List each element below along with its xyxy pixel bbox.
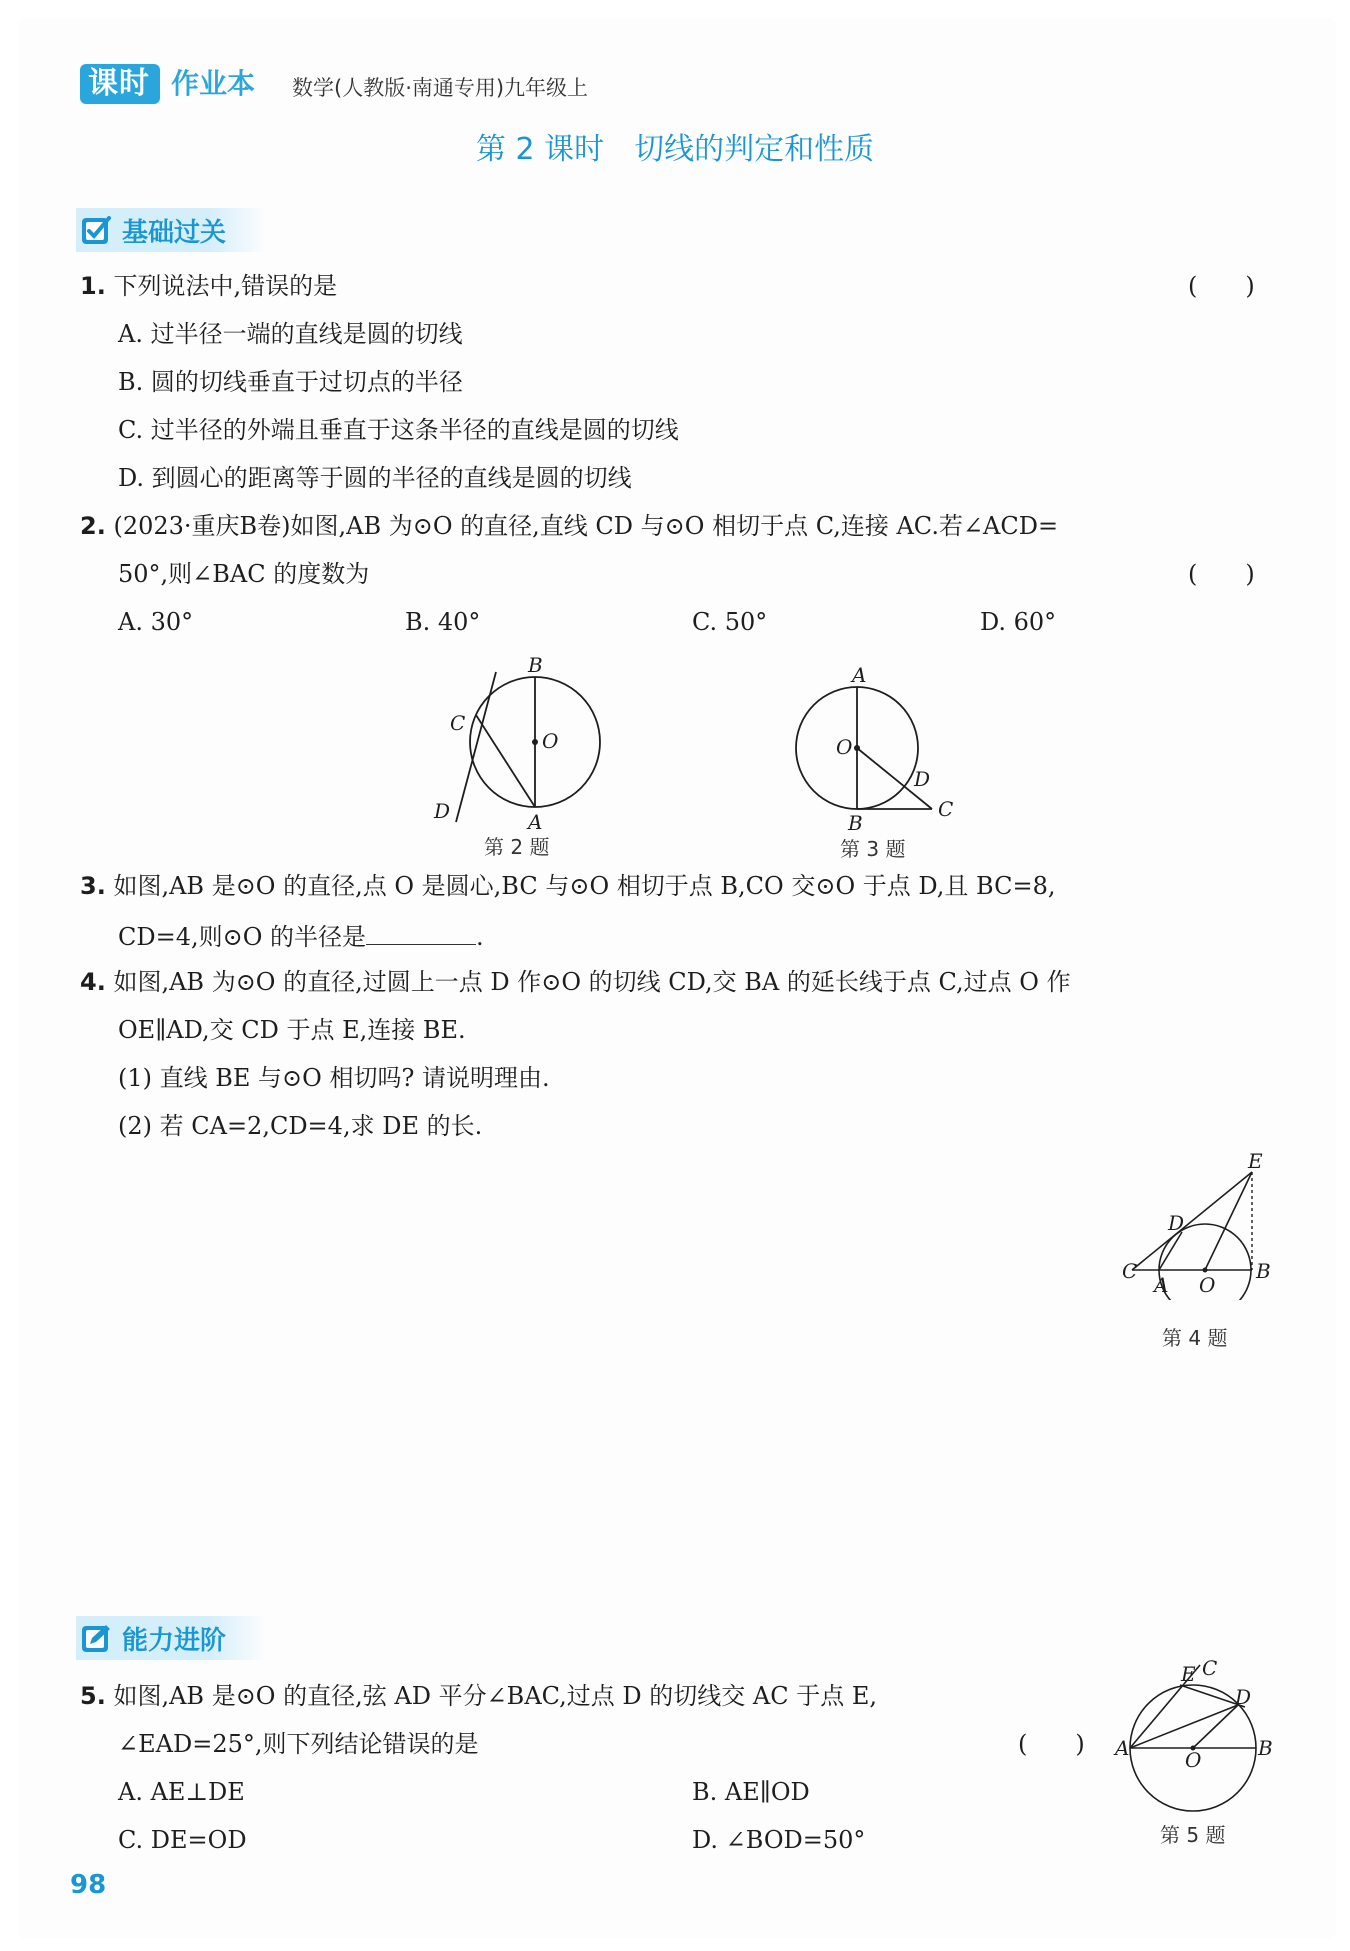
figure-2-diagram [420, 650, 620, 840]
option-c: C. 50° [692, 608, 768, 636]
question-number: 2. [80, 512, 106, 540]
fig4-label-a: A [1154, 1273, 1169, 1297]
figure-2-caption: 第 2 题 [484, 835, 550, 859]
fig2-label-c: C [450, 711, 466, 735]
fig3-label-d: D [914, 767, 931, 791]
question-number: 1. [80, 272, 106, 300]
answer-paren: ( ) [1188, 272, 1255, 300]
option-d: D. ∠BOD=50° [692, 1826, 866, 1854]
question-stem-line2: 50°,则∠BAC 的度数为 [118, 560, 370, 588]
book-title: 数学(人教版·南通专用)九年级上 [292, 76, 589, 100]
fig2-label-d: D [434, 799, 451, 823]
figure-3-diagram [780, 660, 980, 840]
lesson-title: 第 2 课时 切线的判定和性质 [475, 132, 875, 167]
fig5-label-d: D [1235, 1685, 1252, 1709]
question-3 [80, 870, 1056, 902]
fig3-label-a: A [852, 663, 867, 687]
fig4-label-d: D [1168, 1211, 1185, 1235]
fig5-label-b: B [1258, 1736, 1273, 1760]
figure-4-caption: 第 4 题 [1162, 1326, 1228, 1350]
fig5-label-c: C [1202, 1656, 1218, 1680]
fig5-label-o: O [1185, 1748, 1202, 1772]
fig4-label-o: O [1199, 1273, 1216, 1297]
question-stem-line2: CD=4,则⊙O 的半径是 [118, 923, 367, 951]
checkbox-icon [80, 214, 112, 246]
question-stem-line1: 如图,AB 为⊙O 的直径,过圆上一点 D 作⊙O 的切线 CD,交 BA 的延长线于点 C,过点 O 作 [113, 968, 1071, 996]
option-a: A. AE⊥DE [118, 1778, 245, 1806]
page-number: 98 [70, 1870, 107, 1900]
question-4 [80, 966, 1071, 998]
option-c: C. DE=OD [118, 1826, 247, 1854]
section-header-advanced [76, 1616, 266, 1660]
option-c: C. 过半径的外端且垂直于这条半径的直线是圆的切线 [118, 416, 679, 444]
fig3-label-o: O [836, 735, 853, 759]
fig5-label-e: E [1181, 1662, 1196, 1686]
sub-question-1: (1) 直线 BE 与⊙O 相切吗? 请说明理由. [118, 1064, 550, 1092]
figure-5-caption: 第 5 题 [1160, 1823, 1226, 1847]
fig3-label-b: B [848, 811, 863, 835]
question-number: 5. [80, 1682, 106, 1710]
question-stem-line1: 如图,AB 是⊙O 的直径,弦 AD 平分∠BAC,过点 D 的切线交 AC 于点 E, [113, 1682, 878, 1710]
option-a: A. 过半径一端的直线是圆的切线 [118, 320, 463, 348]
question-stem-end: . [476, 923, 484, 951]
option-d: D. 60° [980, 608, 1057, 636]
fig4-label-b: B [1256, 1259, 1271, 1283]
option-b: B. 40° [405, 608, 481, 636]
sub-question-2: (2) 若 CA=2,CD=4,求 DE 的长. [118, 1112, 483, 1140]
answer-paren: ( ) [1018, 1730, 1085, 1758]
question-1 [80, 270, 337, 302]
answer-paren: ( ) [1188, 560, 1255, 588]
option-b: B. 圆的切线垂直于过切点的半径 [118, 368, 463, 396]
section-header-basic [76, 208, 266, 252]
fig2-label-a: A [528, 810, 543, 834]
series-name: 作业本 [171, 67, 256, 100]
fig3-label-c: C [938, 797, 954, 821]
fig2-label-b: B [528, 653, 543, 677]
question-number: 3. [80, 872, 106, 900]
question-5 [80, 1680, 877, 1712]
question-3-line2 [118, 918, 484, 953]
question-stem-line1: (2023·重庆B卷)如图,AB 为⊙O 的直径,直线 CD 与⊙O 相切于点 C,连接 AC.若∠ACD= [113, 512, 1059, 540]
series-logo: 课时 [80, 64, 160, 104]
option-d: D. 到圆心的距离等于圆的半径的直线是圆的切线 [118, 464, 632, 492]
question-stem-line2: OE∥AD,交 CD 于点 E,连接 BE. [118, 1016, 466, 1044]
fig5-label-a: A [1115, 1736, 1130, 1760]
question-stem: 下列说法中,错误的是 [113, 272, 338, 300]
question-2 [80, 510, 1058, 542]
section-title: 能力进阶 [122, 1625, 227, 1656]
option-a: A. 30° [118, 608, 194, 636]
figure-3-caption: 第 3 题 [840, 837, 906, 861]
question-number: 4. [80, 968, 106, 996]
option-b: B. AE∥OD [692, 1778, 810, 1806]
figure-4-diagram [1110, 1150, 1280, 1300]
pencil-icon [80, 1622, 112, 1654]
fig2-label-o: O [542, 729, 559, 753]
section-title: 基础过关 [122, 217, 227, 248]
question-stem-line1: 如图,AB 是⊙O 的直径,点 O 是圆心,BC 与⊙O 相切于点 B,CO 交⊙O 于点 D,且 BC=8, [113, 872, 1056, 900]
fig4-label-c: C [1122, 1259, 1138, 1283]
fig4-label-e: E [1248, 1150, 1263, 1173]
answer-blank[interactable] [366, 918, 476, 945]
figure-5-diagram [1105, 1645, 1285, 1825]
question-stem-line2: ∠EAD=25°,则下列结论错误的是 [118, 1730, 479, 1758]
